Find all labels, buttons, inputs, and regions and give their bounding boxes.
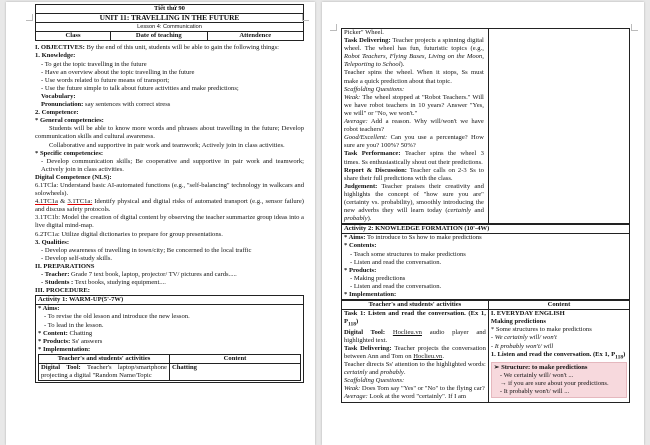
- word-probably: probably: [380, 369, 404, 377]
- task-delivering-label: Task Delivering:: [344, 344, 392, 352]
- digital-tool-text: audio player and highlighted text.: [344, 328, 486, 344]
- activity2-contents-title: * Contents:: [344, 242, 377, 250]
- knowledge-item: - Use the future simple to talk about future activities and make predictions;: [41, 84, 239, 92]
- structure-title: Structure: to make predictions: [501, 364, 588, 372]
- activity1-box: [35, 295, 304, 383]
- structure-line: - We certainly will/ won't ...: [499, 372, 574, 380]
- lesson-header-table: [35, 4, 304, 41]
- judgement-joiner: and: [470, 207, 484, 215]
- page-corner-mark: [26, 14, 33, 21]
- average-label: Average:: [344, 118, 368, 126]
- deliv-end: .: [442, 352, 444, 360]
- structure-line: if you are sure about your predictions.: [508, 380, 609, 388]
- document-page-right: [322, 2, 644, 445]
- judgement-text: Teacher praises their creativity and highlights the concept of "how sure you are" (certainty vs. probability), smoothly introducing the new adverbs they will learn today (: [344, 182, 484, 215]
- structure-certainly: - We certainly will/ won't: [490, 334, 557, 342]
- competence-title: 2. Competence:: [35, 109, 79, 117]
- quality-item: - Develop awareness of travelling in town/city; Be concerned to the local traffic: [41, 246, 252, 254]
- general-competency-1: Students will be able to know more words and phrases about travelling in the future; Develop communication skills and cultural awareness.: [35, 125, 304, 141]
- structures-intro: * Some structures to make predictions: [490, 326, 592, 334]
- activity1-content-text: Chatting: [67, 329, 93, 337]
- scaffolding-title: Scaffolding Questions:: [344, 377, 405, 385]
- activity1-implementation-table: [38, 354, 301, 381]
- unit-title: UNIT 11: TRAVELLING IN THE FUTURE: [36, 14, 304, 23]
- report-text: Teacher calls on 2-3 Ss to share their full predictions with the class.: [344, 166, 484, 182]
- knowledge-item: - Have an overview about the topic travelling in the future: [41, 68, 195, 76]
- activity2-box: [341, 224, 630, 300]
- activity2-row-right: [488, 310, 629, 402]
- arrow-icon: ➢: [493, 364, 500, 372]
- hoclieu-link[interactable]: Hoclieu.vn: [413, 352, 443, 360]
- spin-text: Teacher spins the wheel. When it stops, Ss must make a quick prediction about that topic.: [344, 69, 484, 85]
- structure-probably: - It probably won't/ will: [490, 342, 554, 350]
- objectives-intro: By the end of this unit, students will be able to gain the following things:: [84, 44, 279, 52]
- activity1-products-text: Ss' answers: [70, 337, 103, 345]
- task-performance-label: Task Performance:: [344, 150, 401, 158]
- pronunciation-label: Pronunciation:: [41, 101, 84, 109]
- activity2-product-item: - Listen and read the conversation.: [350, 282, 442, 290]
- average-text: Add a reason. Why will/won't we have robot teachers?: [344, 118, 484, 134]
- judgement-end: ).: [367, 215, 372, 223]
- col-content: Content: [488, 301, 629, 310]
- activity1-aim: - To lead in the lesson.: [44, 321, 104, 329]
- preparations-title: II. PREPARATIONS: [35, 262, 95, 270]
- word-probably: probably: [344, 215, 368, 223]
- structure-line: - It probably won't/ will ...: [499, 388, 570, 396]
- general-competency-2: Collaborative and supportive in pair work and teamwork; Actively join in class activities.: [49, 141, 285, 149]
- activity1-aim: - To revise the old lesson and introduce the new lesson.: [44, 313, 190, 321]
- col-date: Date of teaching: [111, 32, 207, 41]
- students-text: Text books, studying equipment....: [73, 279, 166, 287]
- report-label: Report & Discussion:: [344, 166, 407, 174]
- activity1-continuation-right: [488, 29, 629, 224]
- activity2-aims-text: To introduce to Ss how to make predictions: [365, 234, 482, 242]
- activity2-implementation-title: * Implementation:: [344, 291, 397, 298]
- everyday-english-heading: I. EVERYDAY ENGLISH: [490, 310, 565, 318]
- nls-item-1: 6.1TCla: Understand basic AI-automated functions (e.g., "self-balancing" technology in walkcars and solowheels).: [35, 181, 304, 198]
- page-corner-mark: [302, 14, 309, 21]
- activity2-products-title: * Products:: [344, 266, 377, 274]
- task-end: ).: [400, 61, 405, 69]
- good-text: Can you use a percentage? How sure are you? 100%? 50%?: [344, 134, 484, 150]
- page-corner-mark: [631, 24, 638, 31]
- digital-tool-label: Digital Tool:: [41, 364, 81, 372]
- average-label: Average:: [344, 393, 368, 401]
- task-performance-text: Teacher spins the wheel 3 times. Ss enthusiastically shout out their predictions.: [344, 150, 484, 166]
- col-attendence: Attendence: [207, 32, 304, 41]
- nls-item-2: [35, 198, 304, 214]
- task1-title: Task 1: Listen and read the conversation. (Ex 1, P: [344, 310, 486, 326]
- specific-competency-1: - Develop communication skills; Be cooperative and supportive in pair work and teamwork; Actively join in class activities.: [41, 157, 304, 173]
- average-text: Look at the word "certainly". If I am: [367, 393, 467, 401]
- content-task-title: 1. Listen and read the conversation. (Ex 1, P: [490, 350, 616, 358]
- task1-page: 118: [348, 321, 356, 328]
- nls-code-b: 3.1TC1a:: [67, 198, 93, 206]
- knowledge-item: - To get the topic travelling in the future: [41, 60, 147, 68]
- activity2-title: Activity 2: KNOWLEDGE FORMATION (10'-4W): [342, 225, 630, 234]
- activity1-row-left: [39, 364, 170, 381]
- quality-item: - Develop self-study skills.: [41, 254, 113, 262]
- period-title: Tiết thứ 90: [36, 5, 304, 14]
- hoclieu-link[interactable]: Hoclieu.vn: [392, 328, 422, 336]
- word-certainly: certainly: [344, 369, 368, 377]
- nls-item-2-text: Identify physical and digital risks of automated transport (e.g., sensor failure) and discuss safety protocols.: [35, 198, 304, 214]
- activity1-continuation-left: [342, 29, 489, 224]
- content-task-end: ): [623, 350, 626, 358]
- procedure-title: III. PROCEDURE:: [35, 287, 90, 295]
- digital-tool-label: Digital Tool:: [344, 328, 386, 336]
- weak-text: Does Tom say "Yes" or "No" to the flying car?: [360, 385, 485, 393]
- qualities-title: 3. Qualities:: [35, 238, 70, 246]
- activity1-content-label: * Content:: [38, 329, 68, 337]
- task-delivering-label: Task Delivering:: [344, 37, 391, 45]
- task1-end: ): [355, 318, 359, 326]
- arrow-right-icon: →: [499, 380, 507, 388]
- activity1-products-label: * Products:: [38, 337, 71, 345]
- nls-joiner: &: [57, 198, 68, 206]
- word-certainly: certainly: [447, 207, 471, 215]
- general-competencies-title: * General competencies:: [35, 117, 104, 125]
- teacher-label: - Teacher:: [41, 271, 70, 278]
- weak-label: Weak:: [344, 385, 361, 393]
- direct-text: Teacher directs Ss' attention to the highlighted words:: [344, 361, 486, 369]
- students-label: - Students :: [41, 279, 74, 287]
- activity2-content-item: - Listen and read the conversation.: [350, 258, 442, 266]
- activity1-implementation-title: * Implementation:: [38, 345, 91, 353]
- objectives-section: [35, 44, 304, 263]
- task-delivering-text: Teacher projects a spinning digital wheel. The wheel has fun, futuristic topics (e.g.,: [344, 37, 484, 53]
- preparations-section: [35, 263, 304, 295]
- structure-box: [491, 362, 627, 398]
- wheel-name: Picker" Wheel.: [344, 29, 384, 36]
- judgement-label: Judgement:: [344, 182, 378, 190]
- direct-joiner: and: [367, 369, 381, 377]
- digital-competence-title: Digital Competence (NLS):: [35, 173, 112, 181]
- activity1-row-right: Chatting: [170, 364, 301, 381]
- specific-competencies-title: * Specific competencies:: [35, 149, 104, 157]
- content-task-page: 118: [615, 353, 624, 360]
- page-corner-mark: [330, 24, 337, 31]
- weak-text: The wheel stopped at "Robot Teachers." Will we have robot teachers in 10 years? Answer "Yes, we will" or "No, we won't.": [344, 93, 484, 117]
- knowledge-title: 1. Knowledge:: [35, 52, 76, 60]
- col-teacher-students: Teacher's and students' activities: [39, 354, 170, 363]
- digital-tool-text: Teacher's laptop/smartphone projecting a digital "Random Name/Topic: [41, 364, 167, 380]
- teacher-text: Grade 7 text book, laptop, projector/ TV/ pictures and cards.....: [69, 271, 237, 278]
- scaffolding-title: Scaffolding Questions:: [344, 85, 405, 93]
- good-label: Good/Excellent:: [344, 134, 388, 142]
- knowledge-item: - Use words related to future means of transport;: [41, 76, 170, 84]
- task-delivering-text: Teacher projects the conversation between Ann and Tom on: [344, 344, 486, 360]
- lesson-title: Lesson 4: Communication: [36, 23, 304, 32]
- activity1-aims-title: * Aims:: [38, 305, 60, 313]
- direct-end: .: [403, 369, 406, 377]
- task-topics: Robot Teachers, Flying Buses, Living on the Moon, Teleporting to School: [344, 53, 484, 69]
- activity2-aims-label: * Aims:: [344, 234, 366, 242]
- objectives-title: I. OBJECTIVES:: [35, 44, 85, 52]
- activity2-implementation-table: [341, 300, 630, 402]
- activity1-continuation-table: [341, 28, 630, 224]
- nls-item-3: 3.1TC1b: Model the creation of digital content by observing the teacher summarize group ideas into a live digital mind-map.: [35, 214, 304, 230]
- document-page-left: [6, 2, 315, 445]
- col-content: Content: [170, 354, 301, 363]
- pronunciation-text: say sentences with correct stress: [83, 101, 171, 109]
- nls-code-a: 4.1TC1a: [35, 198, 58, 206]
- activity2-content-item: - Teach some structures to make predictions: [350, 250, 466, 258]
- activity2-product-item: - Making predictions: [350, 274, 406, 282]
- making-predictions-heading: Making predictions: [490, 318, 546, 326]
- activity2-row-left: [342, 310, 489, 402]
- col-class: Class: [36, 32, 111, 41]
- weak-label: Weak:: [344, 93, 361, 101]
- vocabulary-label: Vocabulary:: [41, 92, 76, 100]
- col-teacher-students: Teacher's and students' activities: [342, 301, 489, 310]
- nls-item-4: 6.2TC1a: Utilize digital dictionaries to prepare for group presentations.: [35, 230, 223, 238]
- activity1-title: Activity 1: WARM-UP(5'-7W): [36, 296, 304, 305]
